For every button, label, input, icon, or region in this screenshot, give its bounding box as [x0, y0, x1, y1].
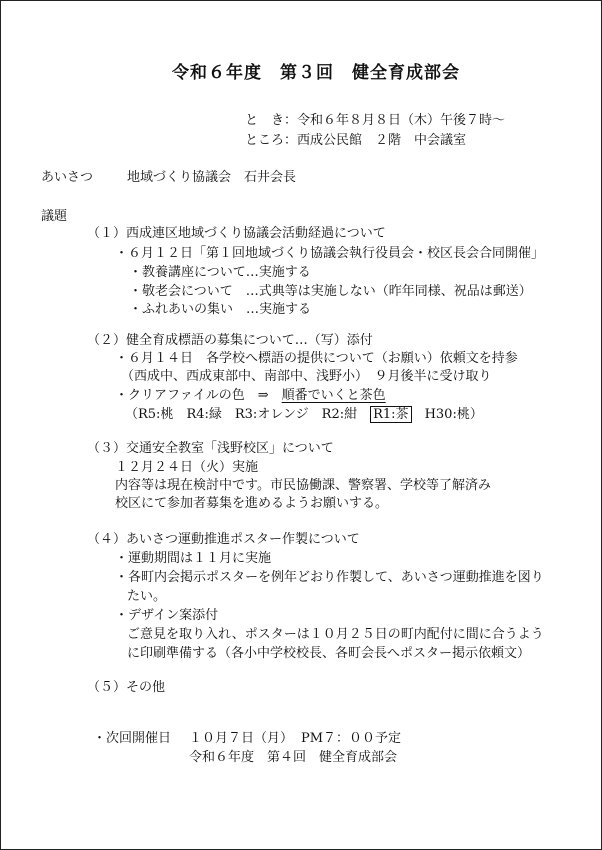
item1-bullet-2: ・敬老会について …式典等は実施しない（昨年同様、祝品は郵送）	[129, 284, 532, 299]
agenda-heading: 議題	[41, 209, 68, 224]
item3-line-1: 内容等は現在検討中です。市民協働課、警察署、学校等了解済み	[115, 478, 491, 493]
color-history-before: （R5:桃 R4:緑 R3:オレンジ R2:紺	[125, 407, 371, 422]
next-meeting-label: ・次回開催日	[93, 731, 172, 746]
item1-heading: （１）西成連区地域づくり協議会活動経過について	[87, 226, 386, 241]
item5-heading: （５）その他	[87, 680, 166, 695]
item4-line-4: ・デザイン案添付	[115, 608, 219, 623]
item1-date-line: ・６月１２日「第１回地域づくり協議会執行役員会・校区長会合同開催」	[115, 246, 545, 261]
item4-line-2: ・各町内会掲示ポスターを例年どおり作製して、あいさつ運動推進を図り	[115, 570, 544, 585]
greeting-speaker: 地域づくり協議会 石井会長	[127, 170, 297, 185]
item1-bullet-1: ・教養講座について…実施する	[129, 265, 311, 280]
item3-date: １２月２４日（火）実施	[115, 460, 259, 475]
greeting-label: あいさつ	[41, 170, 94, 185]
item3-heading: （３）交通安全教室「浅野校区」について	[87, 441, 334, 456]
item4-line-6: に印刷準備する（各小中学校校長、各町会長へポスター掲示依頼文）	[127, 646, 531, 661]
clear-file-color-label: ・クリアファイルの色 ⇒	[115, 388, 282, 403]
clear-file-color-line	[115, 387, 386, 404]
next-meeting-date: １０月７日（月）	[189, 731, 294, 746]
item2-line-2: （西成中、西成東部中、南部中、浅野小） ９月後半に受け取り	[121, 369, 492, 384]
clear-file-color-value: 順番でいくと茶色	[281, 388, 386, 403]
page-title: 令和６年度 第３回 健全育成部会	[172, 63, 460, 83]
item4-line-1: ・運動期間は１１月に実施	[115, 551, 272, 566]
item4-line-3: たい。	[127, 589, 167, 604]
item4-heading: （４）あいさつ運動推進ポスター作製について	[87, 532, 360, 547]
color-history-boxed: R1:茶	[370, 406, 411, 423]
next-meeting-name: 令和６年度 第４回 健全育成部会	[189, 750, 398, 765]
color-history-after: H30:桃）	[411, 407, 483, 422]
next-meeting-time: PM７：００予定	[301, 731, 402, 746]
item1-bullet-3: ・ふれあいの集い …実施する	[129, 302, 312, 317]
meeting-place: ところ：西成公民館 ２階 中会議室	[245, 133, 467, 148]
item2-heading: （２）健全育成標語の募集について…（写）添付	[87, 333, 373, 348]
item3-line-2: 校区にて参加者募集を進めるようお願いする。	[115, 496, 389, 511]
meeting-datetime: と き：令和６年８月８日（木）午後７時～	[245, 113, 506, 128]
color-history-line	[125, 406, 483, 423]
item2-line-1: ・６月１４日 各学校へ標語の提供について（お願い）依頼文を持参	[115, 351, 518, 366]
item4-line-5: ご意見を取り入れ、ポスターは１０月２５日の町内配付に間に合うよう	[127, 627, 544, 642]
